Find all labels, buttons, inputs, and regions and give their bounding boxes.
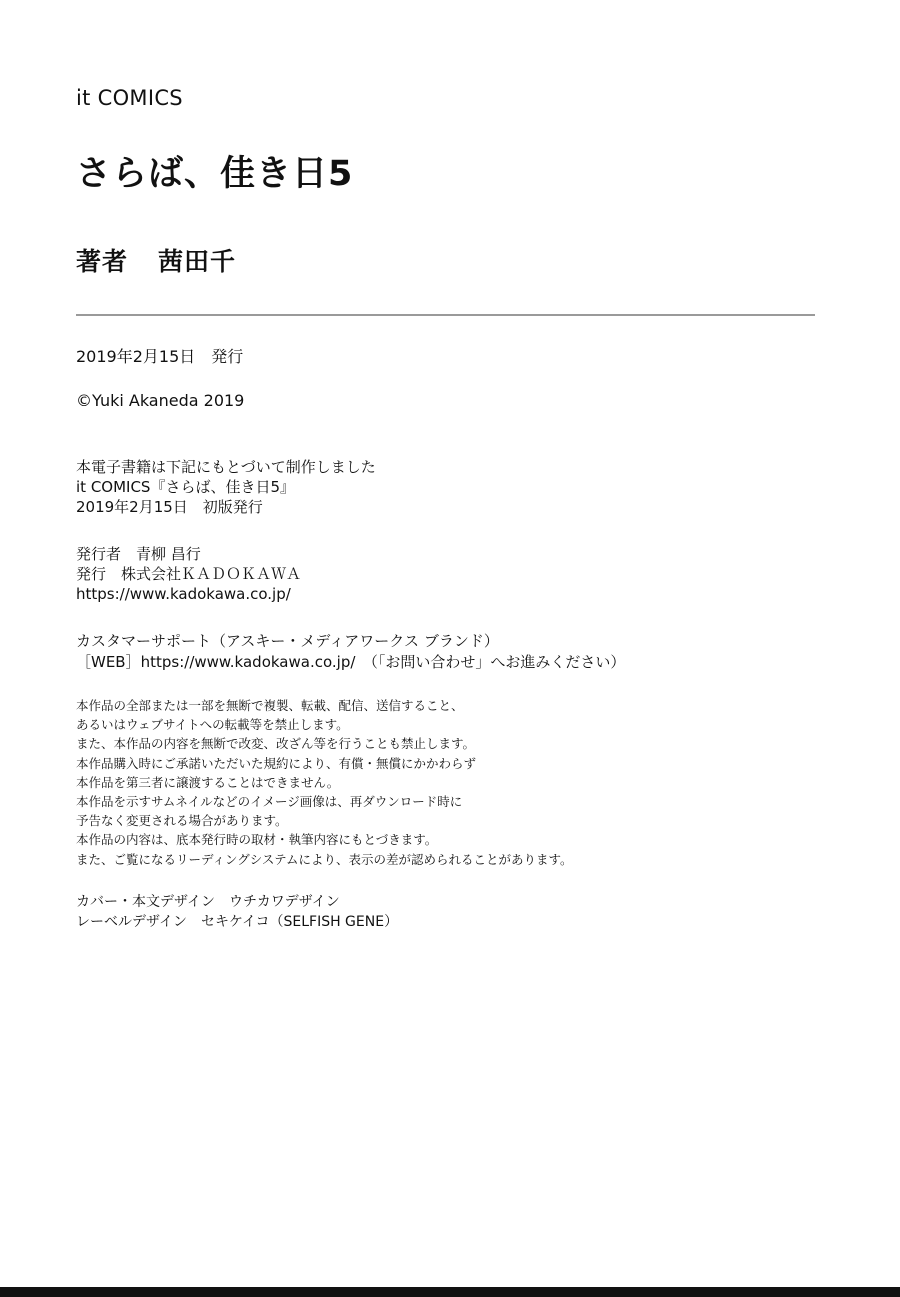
author-row	[76, 242, 236, 278]
notice-line: 本作品の内容は、底本発行時の取材・執筆内容にもとづきます。	[76, 832, 438, 848]
publisher-person: 発行者 青柳 昌行	[76, 545, 201, 563]
edition-line: it COMICS『さらば、佳き日5』	[76, 478, 296, 496]
notice-line: 本作品を第三者に譲渡することはできません。	[76, 774, 340, 790]
edition-line: 2019年2月15日 初版発行	[76, 498, 263, 516]
book-title: さらば、佳き日5	[76, 154, 354, 194]
notice-line: また、本作品の内容を無断で改変、改ざん等を行うことも禁止します。	[76, 736, 476, 752]
publisher-url: https://www.kadokawa.co.jp/	[76, 585, 291, 603]
divider	[76, 314, 815, 316]
legal-notices	[76, 696, 573, 869]
author-name: 茜田千	[158, 247, 237, 276]
notice-line: 予告なく変更される場合があります。	[76, 813, 288, 829]
credit-line: カバー・本文デザイン ウチカワデザイン	[76, 894, 340, 910]
publication-date	[76, 347, 243, 367]
design-credits	[76, 892, 398, 932]
edition-line: 本電子書籍は下記にもとづいて制作しました	[76, 458, 376, 476]
copyright-notice	[76, 391, 244, 411]
edition-info	[76, 457, 376, 517]
notice-line: あるいはウェブサイトへの転載等を禁止します。	[76, 717, 349, 733]
series-name: it COMICS	[76, 86, 183, 110]
bottom-border	[0, 1287, 900, 1297]
publisher-info	[76, 544, 301, 604]
notice-line: また、ご覧になるリーディングシステムにより、表示の差が認められることがあります。	[76, 851, 573, 867]
publisher-company: 発行 株式会社ＫＡＤＯＫＡＷＡ	[76, 565, 302, 583]
publication-date-text: 2019年2月15日 発行	[76, 347, 244, 366]
notice-line: 本作品の全部または一部を無断で複製、転載、配信、送信すること、	[76, 698, 464, 713]
customer-support	[76, 631, 625, 673]
notice-line: 本作品を示すサムネイルなどのイメージ画像は、再ダウンロード時に	[76, 794, 463, 810]
author-label: 著者	[76, 247, 129, 276]
support-title: カスタマーサポート（アスキー・メディアワークス ブランド）	[76, 632, 499, 650]
credit-line: レーベルデザイン セキケイコ（SELFISH GENE）	[76, 914, 399, 930]
notice-line: 本作品購入時にご承諾いただいた規約により、有償・無償にかかわらず	[76, 755, 477, 771]
copyright-text: ©Yuki Akaneda 2019	[76, 391, 245, 410]
support-web: ［WEB］https://www.kadokawa.co.jp/ （「お問い合わせ」へお進みください）	[76, 653, 626, 671]
